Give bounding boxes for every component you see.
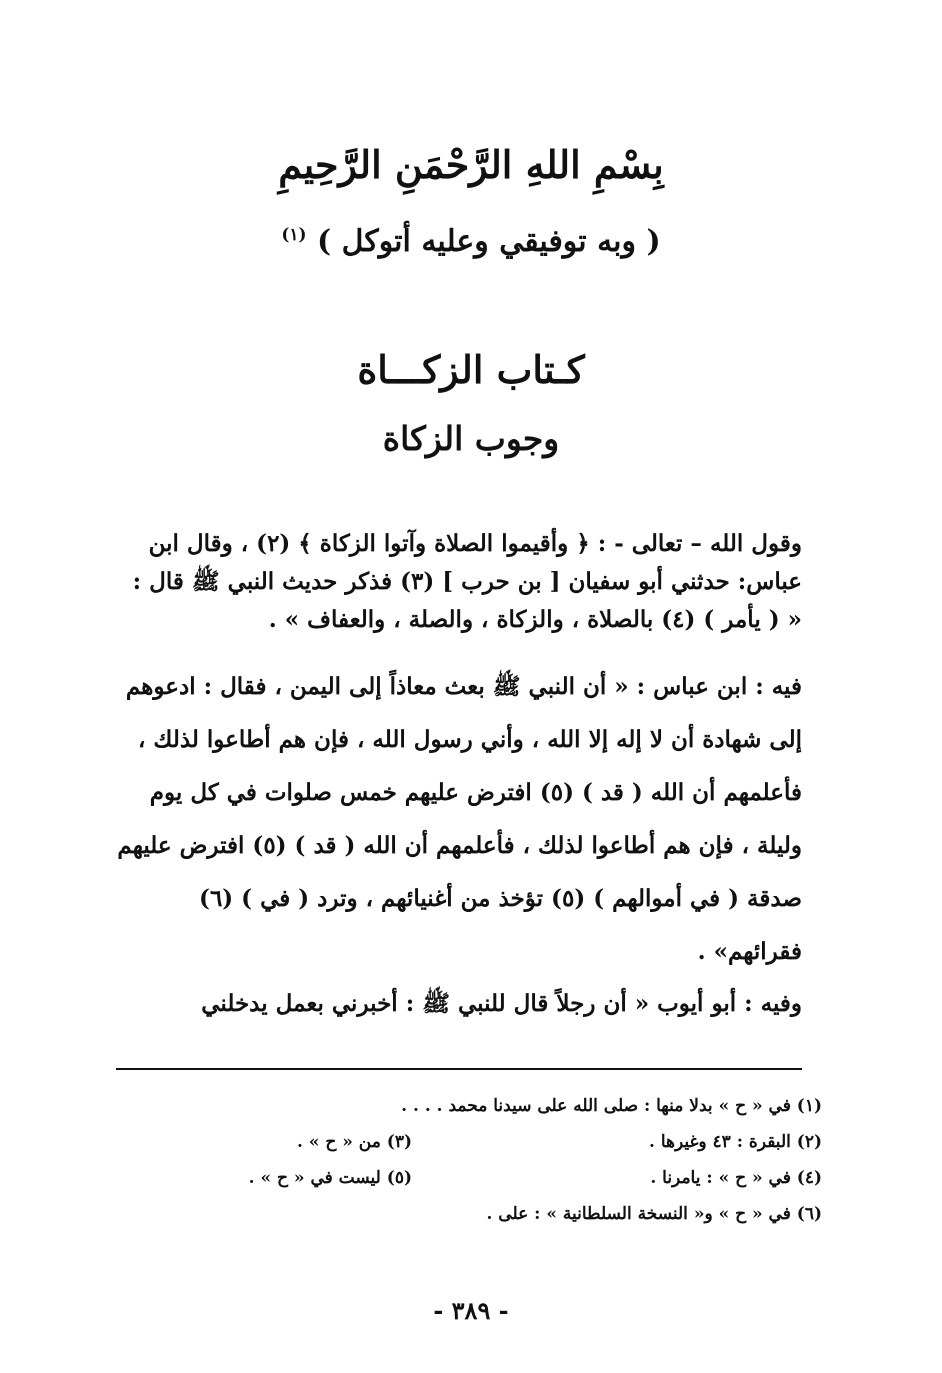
footnotes [117, 1088, 822, 1232]
footnote: (٦) في « ح » و« النسخة السلطانية » : على . [486, 1204, 822, 1224]
footnote-row [117, 1160, 822, 1196]
footnote: (٤) في « ح » : يامرنا . [650, 1168, 822, 1188]
basmala-heading [0, 140, 942, 189]
footnote: (٥) ليست في « ح » . [248, 1168, 412, 1188]
tawakkul-text: ( وبه توفيقي وعليه أتوكل ) [317, 224, 661, 259]
basmala-text: بِسْمِ اللهِ الرَّحْمَنِ الرَّحِيمِ [278, 142, 664, 187]
text-line: إلى شهادة أن لا إله إلا الله ، وأني رسول الله ، فإن هم أطاعوا لذلك ، [138, 726, 802, 753]
book-title: كـتاب الزكـــاة [357, 347, 585, 392]
footnote: (٢) البقرة : ٤٣ وغيرها . [649, 1132, 822, 1152]
footnote-divider [116, 1068, 802, 1070]
text-line: وفيه : أبو أيوب « أن رجلاً قال للنبي ﷺ : أخبرني بعمل يدخلني [201, 990, 802, 1017]
paragraph-3 [137, 984, 802, 1024]
page-number: - ٣٨٩ - [433, 1296, 509, 1325]
footnote [117, 1196, 412, 1232]
footnote-row [117, 1088, 822, 1124]
chapter-title: وجوب الزكاة [382, 419, 560, 458]
text-line: عباس: حدثني أبو سفيان [ بن حرب ] (٣) فذكر حديث النبي ﷺ قال : [132, 568, 802, 595]
tawakkul-line [0, 222, 942, 261]
text-line: فيه : ابن عباس : « أن النبي ﷺ بعث معاذاً إلى اليمن ، فقال : ادعوهم [125, 673, 802, 700]
text-line: وقول الله – تعالى - : ﴿ وأقيموا الصلاة وآتوا الزكاة ﴾ (٢) ، وقال ابن [148, 530, 802, 557]
footnote [117, 1088, 412, 1124]
footnote-row [117, 1124, 822, 1160]
text-line: فقرائهم» . [697, 938, 802, 965]
paragraph-1 [132, 528, 802, 642]
footnote: (٣) من « ح » . [296, 1132, 412, 1152]
paragraph-2 [117, 660, 802, 978]
footnote-ref-1: (١) [281, 225, 307, 245]
footnote-row [117, 1196, 822, 1232]
text-line: وليلة ، فإن هم أطاعوا لذلك ، فأعلمهم أن الله ( قد ) (٥) افترض عليهم [117, 832, 802, 859]
text-line: فأعلمهم أن الله ( قد ) (٥) افترض عليهم خمس صلوات في كل يوم [149, 779, 802, 806]
text-line: « ( يأمر ) (٤) بالصلاة ، والزكاة ، والصلة ، والعفاف » . [268, 606, 802, 633]
main-text [117, 528, 802, 1024]
text-line: صدقة ( في أموالهم ) (٥) تؤخذ من أغنيائهم ، وترد ( في ) (٦) [199, 885, 802, 912]
footnote: (١) في « ح » بدلا منها : صلى الله على سيدنا محمد . . . . [401, 1096, 822, 1116]
